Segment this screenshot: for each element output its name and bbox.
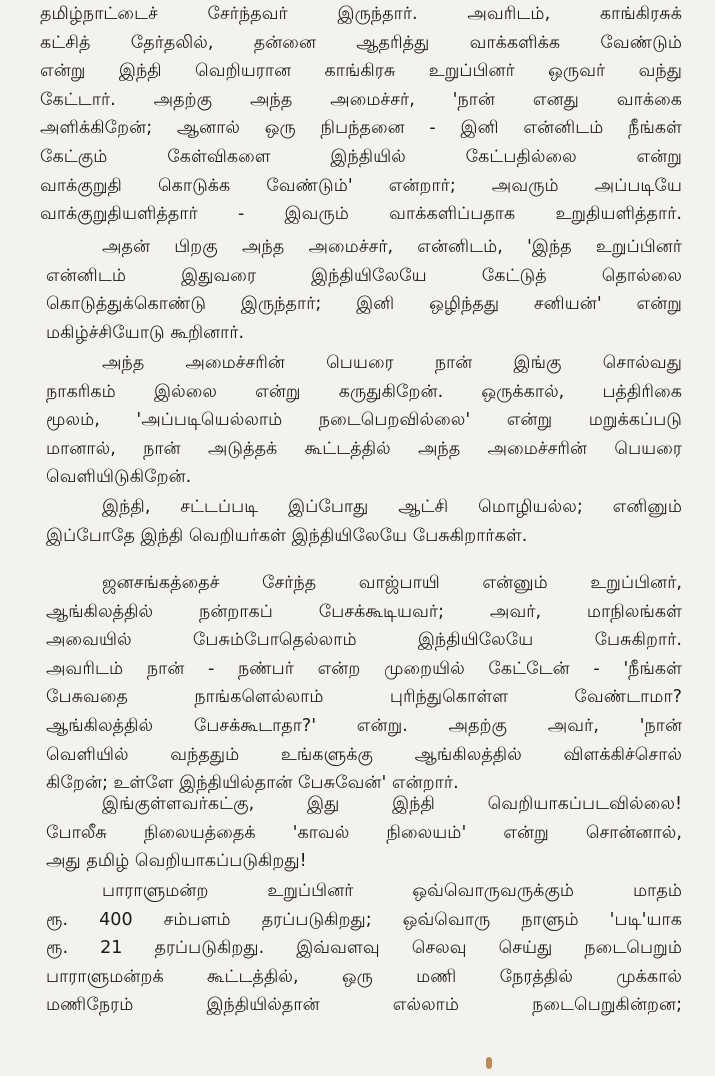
text-line: அவையில் பேசும்போதெல்லாம் இந்தியிலேயே பேசுகிறார். — [46, 630, 682, 651]
text-line: கேட்டார். அதற்கு அந்த அமைச்சர், 'நான் எனது வாக்கை — [40, 89, 682, 110]
text-line: இப்போதே இந்தி வெறியர்கள் இந்தியிலேயே பேசுகிறார்கள். — [46, 525, 528, 546]
text-line: கேட்கும் கேள்விகளை இந்தியில் கேட்பதில்லை என்று — [40, 146, 682, 167]
text-line: அவரிடம் நான் - நண்பர் என்ற முறையில் கேட்டேன் - 'நீங்கள் — [46, 658, 682, 679]
text-line: நாகரிகம் இல்லை என்று கருதுகிறேன். ஒருக்கால், பத்திரிகை — [46, 381, 682, 402]
text-line: என்று இந்தி வெறியரான காங்கிரசு உறுப்பினர் ஒருவர் வந்து — [40, 61, 682, 82]
text-line: மூலம், 'அப்படியெல்லாம் நடைபெறவில்லை' என்று மறுக்கப்படு — [46, 410, 682, 431]
paragraph-3 — [46, 349, 682, 492]
text-line: ஜனசங்கத்தைச் சேர்ந்த வாஜ்பாயி என்னும் உறுப்பினர், — [102, 573, 682, 593]
text-line: அதன் பிறகு அந்த அமைச்சர், என்னிடம், 'இந்த உறுப்பினர் — [102, 237, 682, 257]
paragraph-6 — [46, 790, 682, 876]
ink-mark — [486, 1057, 492, 1069]
text-line: ஆங்கிலத்தில் பேசக்கூடாதா?' என்று. அதற்கு அவர், 'நான் — [46, 715, 682, 736]
text-line: கிறேன்; உள்ளே இந்தியில்தான் பேசுவேன்' என்றார். — [46, 773, 459, 794]
text-line: வாக்குறுதியளித்தார் - இவரும் வாக்களிப்பதாக உறுதியளித்தார். — [40, 204, 682, 225]
paragraph-4 — [46, 493, 682, 550]
text-line: இங்குள்ளவர்கட்கு, இது இந்தி வெறியாகப்படவில்லை! — [102, 794, 682, 814]
text-line: அது தமிழ் வெறியாகப்படுகிறது! — [46, 851, 307, 872]
text-line: வாக்குறுதி கொடுக்க வேண்டும்' என்றார்; அவரும் அப்படியே — [40, 175, 682, 196]
text-line: பேசுவதை நாங்களெல்லாம் புரிந்துகொள்ள வேண்டாமா? — [46, 687, 682, 708]
text-line: ரூ. 21 தரப்படுகிறது. இவ்வளவு செலவு செய்து நடைபெறும் — [46, 938, 682, 959]
text-line: தமிழ்நாட்டைச் சேர்ந்தவர் இருந்தார். அவரிடம், காங்கிரசுக் — [40, 4, 682, 24]
text-line: அந்த அமைச்சரின் பெயரை நான் இங்கு சொல்வது — [102, 353, 682, 373]
text-line: மானால், நான் அடுத்தக் கூட்டத்தில் அந்த அமைச்சரின் பெயரை — [46, 438, 682, 459]
text-line: என்னிடம் இதுவரை இந்தியிலேயே கேட்டுத் தொல்லை — [46, 265, 682, 286]
text-line: போலீசு நிலையத்தைக் 'காவல் நிலையம்' என்று சொன்னால், — [46, 822, 682, 843]
text-line: வெளியிடுகிறேன். — [46, 467, 192, 488]
text-line: மகிழ்ச்சியோடு கூறினார். — [46, 322, 245, 343]
text-line: இந்தி, சட்டப்படி இப்போது ஆட்சி மொழியல்ல; எனினும் — [102, 497, 682, 517]
paragraph-2 — [46, 233, 682, 347]
text-line: பாராளுமன்றக் கூட்டத்தில், ஒரு மணி நேரத்தில் முக்கால் — [46, 966, 682, 987]
text-line: வெளியில் வந்ததும் உங்களுக்கு ஆங்கிலத்தில் விளக்கிச்சொல் — [46, 744, 682, 765]
text-line: ஆங்கிலத்தில் நன்றாகப் பேசக்கூடியவர்; அவர், மாநிலங்கள் — [46, 601, 682, 622]
text-line: மணிநேரம் இந்தியில்தான் எல்லாம் நடைபெறுகின்றன; — [46, 995, 682, 1016]
text-line: பாராளுமன்ற உறுப்பினர் ஒவ்வொருவருக்கும் மாதம் — [102, 881, 682, 901]
text-line: அளிக்கிறேன்; ஆனால் ஒரு நிபந்தனை - இனி என்னிடம் நீங்கள் — [40, 118, 682, 139]
text-line: கொடுத்துக்கொண்டு இருந்தார்; இனி ஒழிந்தது சனியன்' என்று — [46, 294, 682, 315]
text-line: கட்சித் தேர்தலில், தன்னை ஆதரித்து வாக்களிக்க வேண்டும் — [40, 32, 682, 53]
paragraph-1 — [40, 0, 682, 229]
paragraph-7 — [46, 877, 682, 1020]
text-line: ரூ. 400 சம்பளம் தரப்படுகிறது; ஒவ்வொரு நாளும் 'படி'யாக — [46, 909, 682, 930]
paragraph-5 — [46, 569, 682, 798]
